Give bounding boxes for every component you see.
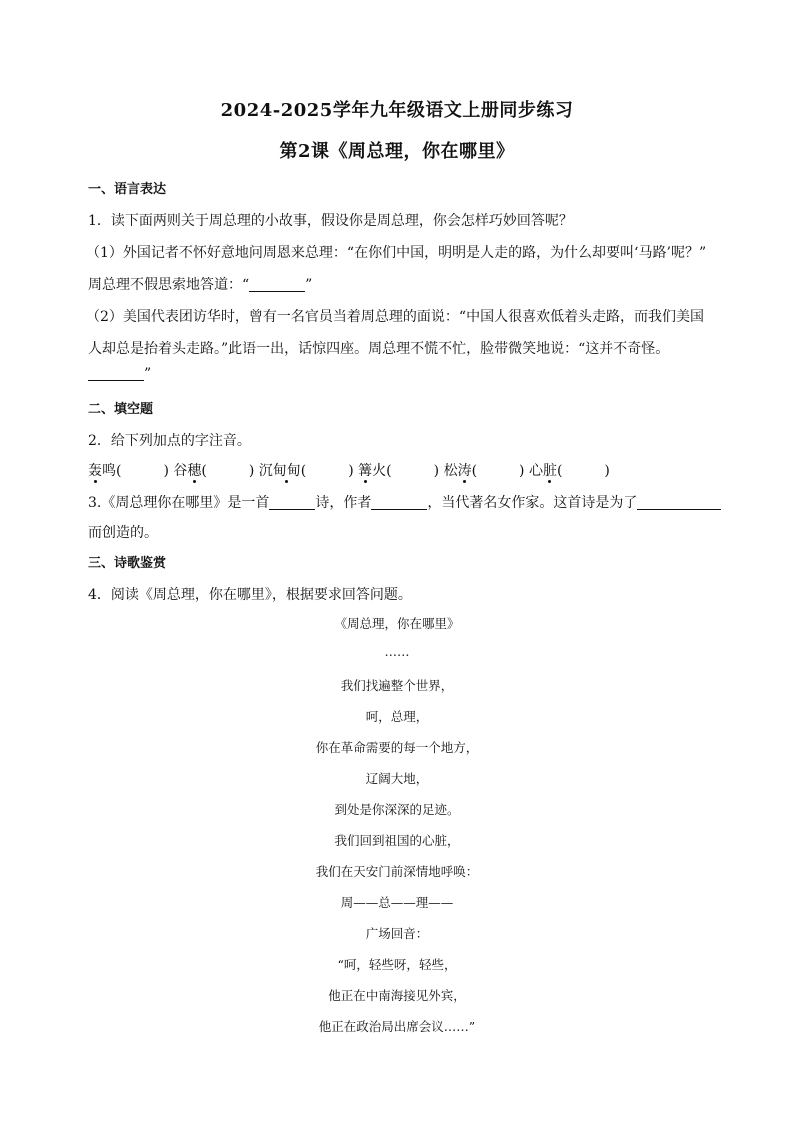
page-title: 2024-2025学年九年级语文上册同步练习 [220,100,574,121]
q2-item: 篝火( ) [358,463,440,479]
poem-line: …… [384,644,410,659]
poem-line: 到处是你深深的足迹。 [334,802,460,817]
q2-items [88,460,610,480]
section-heading-poetry: 三、诗歌鉴赏 [88,556,167,571]
section-heading-fill-in: 二、填空题 [88,402,154,417]
poem-line: “呵，轻些呀，轻些， [337,957,457,972]
poem-line: 他正在政治局出席会议……” [318,1019,476,1034]
q1-prompt: 1．读下面两则关于周总理的小故事，假设你是周总理，你会怎样巧妙回答呢？ [88,213,573,229]
poem-title: 《周总理，你在哪里》 [334,616,460,631]
poem-line: 我们找遍整个世界， [340,678,454,693]
poem-line: 我们回到祖国的心脏， [334,833,460,848]
q2-item: 沉甸甸( ) [258,463,354,479]
q2-prompt: 2．给下列加点的字注音。 [88,433,251,449]
q3-line2: 而创造的。 [88,525,158,541]
poem-line: 呵，总理， [365,709,429,724]
q3-genre-blank[interactable] [269,495,315,510]
q3-purpose-blank[interactable] [637,495,721,510]
q4-prompt: 4．阅读《周总理，你在哪里》，根据要求回答问题。 [88,587,412,603]
q1-part1-answer-suffix: ” [305,277,313,293]
poem-line: 我们在天安门前深情地呼唤： [315,864,479,879]
q1-part1-text: （1）外国记者不怀好意地问周恩来总理：“在你们中国，明明是人走的路，为什么却要叫‘马路’呢？” [86,245,707,261]
section-heading-language-expression: 一、语言表达 [88,182,167,197]
lesson-title: 第2课《周总理，你在哪里》 [279,141,515,162]
q1-part2-text-line1: （2）美国代表团访华时，曾有一名官员当着周总理的面说：“中国人很喜欢低着头走路，而我们美国 [86,309,705,325]
q3-author-blank[interactable] [371,495,427,510]
q1-part1-answer-line [88,274,312,294]
poem-line: 你在革命需要的每一个地方， [315,740,479,755]
q1-part2-answer-line [88,366,151,382]
q1-part1-answer-blank[interactable] [249,277,305,292]
q2-item: 心脏( ) [528,463,610,479]
q2-item: 轰鸣( ) [88,463,169,479]
q1-part2-text-line2: 人却总是抬着头走路。”此语一出，话惊四座。周总理不慌不忙，脸带微笑地说：“这并不奇怪。 [88,341,670,357]
poem-line: 广场回音： [365,926,429,941]
q2-item: 谷穗( ) [173,463,255,479]
q2-item: 松涛( ) [443,463,525,479]
poem-line: 周——总——理—— [340,895,454,910]
poem-line: 他正在中南海接见外宾， [328,988,466,1003]
q3-line1: 3.《周总理你在哪里》是一首 诗，作者 ，当代著名女作家。这首诗是为了 [88,492,721,512]
q1-part1-answer-prefix: 周总理不假思索地答道：“ [88,277,250,293]
poem-line: 辽阔大地， [365,771,429,786]
q1-part2-answer-suffix: ” [144,366,152,382]
q1-part2-answer-blank[interactable] [88,366,144,381]
